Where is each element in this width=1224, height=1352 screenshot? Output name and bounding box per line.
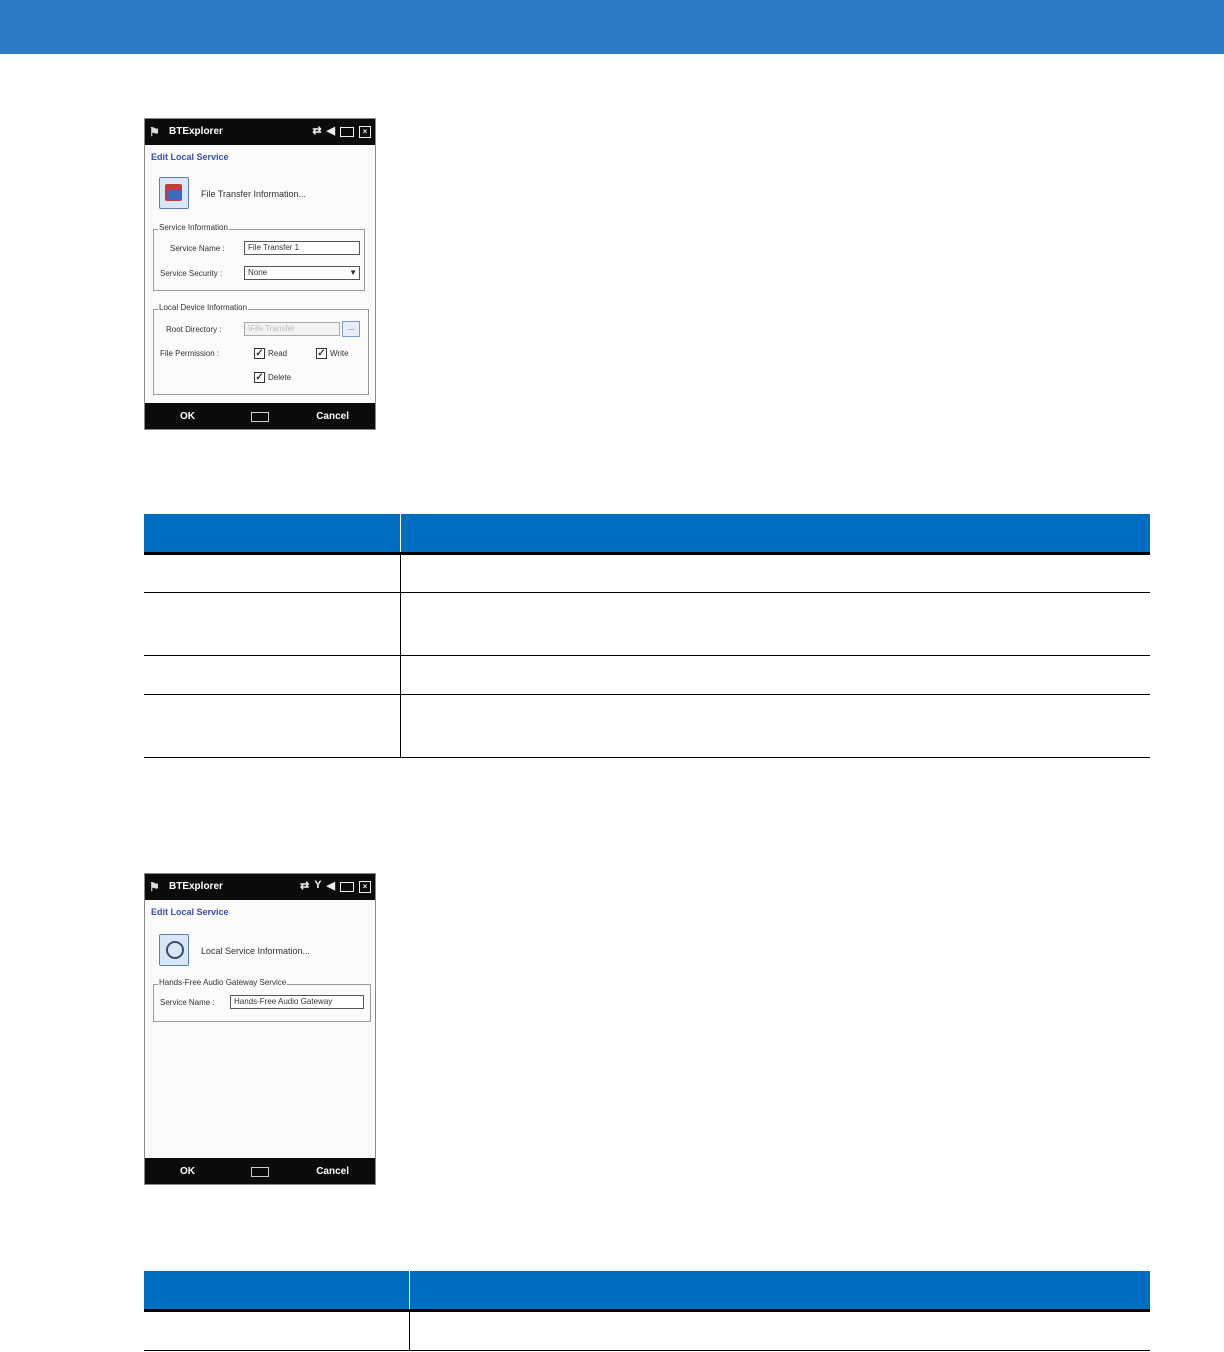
battery-icon — [340, 127, 354, 137]
group-legend: Hands-Free Audio Gateway Service — [159, 978, 287, 987]
table-row — [144, 656, 1150, 695]
keyboard-icon[interactable] — [251, 1167, 269, 1177]
cancel-softkey[interactable]: Cancel — [316, 1166, 349, 1177]
status-icons — [312, 124, 371, 138]
service-name-input[interactable]: Hands-Free Audio Gateway — [230, 995, 364, 1009]
read-checkbox[interactable]: ✓ Read — [255, 348, 288, 359]
root-directory-label: Root Directory : — [166, 325, 222, 334]
table-row — [144, 554, 1150, 593]
windows-flag-icon[interactable]: ⚑ — [149, 880, 160, 894]
speaker-icon: ◀ — [326, 125, 335, 137]
group-legend: Service Information — [159, 223, 228, 232]
signal-icon: Y — [314, 879, 322, 891]
status-bar — [145, 119, 375, 145]
hands-free-service-group — [153, 978, 371, 1022]
root-directory-input[interactable]: \File Transfer — [244, 322, 340, 336]
service-security-select[interactable]: None ▼ — [244, 266, 360, 280]
sync-icon: ⇄ — [312, 125, 322, 137]
table-row — [144, 1311, 1150, 1351]
write-checkbox[interactable]: ✓ Write — [317, 348, 349, 359]
file-permission-label: File Permission : — [160, 349, 220, 358]
checkmark-icon: ✓ — [317, 348, 326, 359]
audio-gateway-icon — [159, 934, 189, 966]
checkmark-icon: ✓ — [255, 372, 264, 383]
table-header-cell — [410, 1271, 1151, 1311]
windows-flag-icon[interactable]: ⚑ — [149, 125, 160, 139]
status-icons — [300, 879, 371, 893]
delete-checkbox[interactable]: ✓ Delete — [255, 372, 292, 383]
service-name-input[interactable]: File Transfer 1 — [244, 241, 360, 255]
soft-key-bar — [145, 1158, 375, 1184]
keyboard-icon[interactable] — [251, 412, 269, 422]
service-security-label: Service Security : — [160, 269, 223, 278]
speaker-icon: ◀ — [326, 880, 335, 892]
ok-softkey[interactable]: OK — [180, 411, 195, 422]
status-bar — [145, 874, 375, 900]
service-info-label[interactable]: File Transfer Information... — [201, 189, 307, 199]
table-row — [144, 695, 1150, 758]
edit-local-service-title: Edit Local Service — [151, 907, 229, 917]
table-header-cell — [144, 1271, 410, 1311]
hands-free-fields-table — [144, 1271, 1150, 1351]
local-device-information-group — [153, 303, 369, 395]
group-legend: Local Device Information — [159, 303, 248, 312]
table-header-row — [144, 514, 1150, 554]
service-info-label[interactable]: Local Service Information... — [201, 946, 311, 956]
soft-key-bar — [145, 403, 375, 429]
service-name-label: Service Name : — [170, 244, 225, 253]
table-header-cell — [144, 514, 401, 554]
browse-button[interactable]: ... — [342, 321, 360, 337]
close-icon[interactable]: × — [359, 881, 371, 893]
file-transfer-fields-table — [144, 514, 1150, 758]
status-title: BTExplorer — [169, 126, 223, 137]
service-name-label: Service Name : — [160, 998, 215, 1007]
top-header-band — [0, 0, 1224, 54]
table-header-row — [144, 1271, 1150, 1311]
table-header-cell — [401, 514, 1151, 554]
hands-free-audio-gateway-screenshot — [144, 873, 376, 1185]
battery-icon — [340, 882, 354, 892]
edit-local-service-title: Edit Local Service — [151, 152, 229, 162]
cancel-softkey[interactable]: Cancel — [316, 411, 349, 422]
table-row — [144, 593, 1150, 656]
file-transfer-icon — [159, 177, 189, 209]
file-transfer-screenshot — [144, 118, 376, 430]
service-information-group — [153, 223, 365, 291]
checkmark-icon: ✓ — [255, 348, 264, 359]
status-title: BTExplorer — [169, 881, 223, 892]
sync-icon: ⇄ — [299, 880, 310, 892]
chevron-down-icon: ▼ — [349, 268, 357, 277]
ok-softkey[interactable]: OK — [180, 1166, 195, 1177]
close-icon[interactable]: × — [359, 126, 371, 138]
